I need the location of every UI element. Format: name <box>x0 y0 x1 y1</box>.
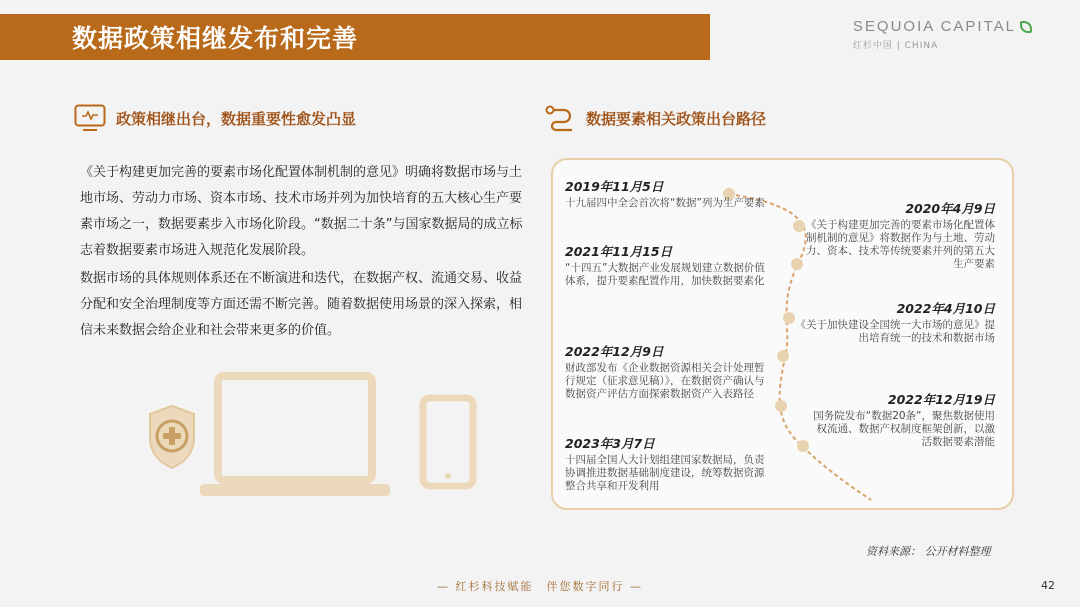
event-date: 2022年4月10日 <box>896 301 995 316</box>
timeline-node-7 <box>797 440 809 452</box>
footer-slogan: — 红杉科技赋能 伴您数字同行 — <box>437 580 643 593</box>
timeline-event <box>810 393 995 449</box>
timeline-event <box>565 180 775 210</box>
event-text: 财政部发布《企业数据资源相关会计处理暂行规定（征求意见稿）》，在数据资产确认与数据资产评估方面探索数据资产入表路径 <box>565 362 765 400</box>
event-date: 2020年4月9日 <box>905 201 995 216</box>
right-section-heading <box>544 104 766 132</box>
monitor-icon <box>74 104 106 132</box>
left-heading-text: 政策相继出台，数据重要性愈发凸显 <box>116 109 357 128</box>
laptop-icon <box>200 376 390 496</box>
logo <box>853 18 1032 51</box>
intro-paragraph-1: 《关于构建更加完善的要素市场化配置体制机制的意见》明确将数据市场与土地市场、劳动力市场、资本市场、技术市场并列为加快培育的五大核心生产要素市场之一，数据要素步入市场化阶段。“数据二十条”与国家数据局的成立标志着数据要素市场进入规范化发展阶段。 <box>80 165 523 258</box>
timeline-node-5 <box>777 350 789 362</box>
event-date: 2019年11月5日 <box>565 179 664 194</box>
intro-paragraph-2: 数据市场的具体规则体系还在不断演进和迭代，在数据产权、流通交易、收益分配和安全治理制度等方面还需不断完善。随着数据使用场景的深入探索，相信未来数据会给企业和社会带来更多的价值。 <box>80 271 523 338</box>
event-date: 2023年3月7日 <box>565 436 655 451</box>
timeline-event <box>565 345 765 401</box>
event-date: 2022年12月9日 <box>565 344 664 359</box>
page-title: 数据政策相继发布和完善 <box>72 24 359 53</box>
event-date: 2021年11月15日 <box>565 244 673 259</box>
event-text: “十四五”大数据产业发展规划建立数据价值体系，提升要素配置作用，加快数据要素化 <box>565 262 765 287</box>
event-text: 十四届全国人大计划组建国家数据局，负责协调推进数据基础制度建设，统筹数据资源整合共享和开发利用 <box>565 454 765 492</box>
timeline-event <box>790 302 995 345</box>
left-section-heading <box>74 104 356 132</box>
event-text: 《关于加快建设全国统一大市场的意见》提出培育统一的技术和数据市场 <box>795 319 995 344</box>
timeline-node-6 <box>775 400 787 412</box>
path-icon <box>544 104 576 132</box>
timeline-event <box>565 437 765 493</box>
logo-subtitle: 红杉中国 | CHINA <box>852 41 939 51</box>
page-number: 42 <box>1041 579 1055 592</box>
title-bar <box>0 14 710 60</box>
leaf-icon <box>1020 21 1032 33</box>
event-text: 十九届四中全会首次将“数据”列为生产要素 <box>565 197 765 209</box>
shield-plus-icon <box>150 406 194 468</box>
right-heading-text: 数据要素相关政策出台路径 <box>586 109 767 128</box>
source-note: 资料来源： 公开材料整理 <box>866 545 991 558</box>
event-text: 国务院发布“数据20条”，聚焦数据使用权流通、数据产权制度框架创新，以激活数据要素潜能 <box>813 410 995 448</box>
devices-illustration <box>120 372 490 502</box>
logo-text: SEQUOIA CAPITAL <box>852 18 1016 35</box>
timeline-event <box>565 245 775 288</box>
event-text: 《关于构建更加完善的要素市场化配置体制机制的意见》将数据作为与土地、劳动力、资本、技术等传统要素并列的第五大生产要素 <box>806 219 995 270</box>
timeline-event <box>800 202 995 271</box>
phone-icon <box>423 398 473 486</box>
event-date: 2022年12月19日 <box>887 392 995 407</box>
